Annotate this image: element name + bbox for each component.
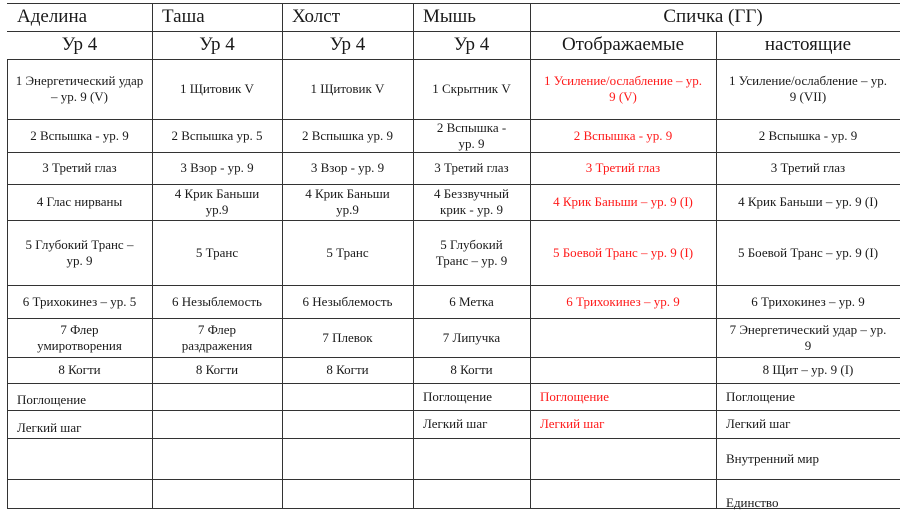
passive-cell-shown — [530, 479, 716, 508]
skill-cell: 5 Транс — [326, 244, 369, 260]
skill-cell: 8 Когти — [58, 362, 101, 377]
skill-cell-shown: 5 Боевой Транс – ур. 9 (I) — [552, 244, 694, 260]
skill-cell: 6 Незыблемость — [172, 293, 262, 309]
skill-cell-real: 7 Энергетический удар – ур. 9 — [729, 321, 887, 353]
skill-cell: 4 Крик Баньши ур.9 — [174, 186, 260, 217]
passive-cell — [7, 438, 152, 479]
passive-cell-shown — [530, 438, 716, 479]
header-spichka: Спичка (ГГ) — [663, 6, 763, 27]
skill-cell: 6 Метка — [449, 293, 494, 309]
skill-cell-real: 1 Усиление/ослабление – ур. 9 (VII) — [728, 73, 887, 104]
skill-cell: 5 Глубокий Транс – ур. 9 — [435, 236, 508, 268]
skill-cell-real: 4 Крик Баньши – ур. 9 (I) — [738, 194, 878, 209]
skill-cell: 5 Транс — [195, 244, 239, 260]
skill-cell: 4 Глас нирваны — [36, 194, 123, 209]
skill-cell: 5 Глубокий Транс – ур. 9 — [25, 236, 134, 268]
skill-cell-real: 6 Трихокинез – ур. 9 — [751, 293, 865, 309]
skill-cell-shown: 2 Вспышка - ур. 9 — [573, 127, 673, 143]
passive-cell — [7, 479, 152, 508]
level-adelina: Ур 4 — [61, 34, 98, 55]
skill-cell: 3 Третий глаз — [434, 160, 509, 175]
passive-cell: Поглощение — [423, 388, 493, 404]
header-tasha: Таша — [162, 6, 205, 27]
passive-cell: Легкий шаг — [17, 420, 82, 435]
skill-cell: 6 Незыблемость — [302, 293, 393, 309]
passive-cell — [282, 383, 413, 410]
passive-cell — [282, 410, 413, 438]
level-mysh: Ур 4 — [453, 34, 490, 55]
header-spichka-shown: Отображаемые — [561, 34, 685, 55]
skill-cell: 1 Щитовик V — [310, 81, 385, 96]
passive-cell — [282, 479, 413, 508]
passive-cell — [152, 383, 282, 410]
skill-cell: 3 Взор - ур. 9 — [180, 160, 254, 175]
level-kholst: Ур 4 — [329, 34, 366, 55]
skill-cell: 2 Вспышка - ур. 9 — [30, 127, 129, 143]
passive-cell-real: Легкий шаг — [726, 416, 791, 431]
passive-cell — [413, 438, 530, 479]
skill-cell-real: 3 Третий глаз — [770, 160, 846, 175]
skill-cell-shown: 1 Усиление/ослабление – ур. 9 (V) — [543, 73, 702, 104]
skill-cell: 2 Вспышка ур. 9 — [301, 127, 394, 143]
passive-cell — [152, 438, 282, 479]
skill-cell: 7 Плевок — [322, 329, 373, 345]
passive-cell: Поглощение — [17, 392, 87, 407]
skill-cell: 6 Трихокинез – ур. 5 — [22, 293, 137, 309]
passive-cell-shown: Поглощение — [540, 388, 610, 404]
skill-cell: 8 Когти — [326, 362, 369, 377]
skill-cell-shown: 6 Трихокинез – ур. 9 — [566, 293, 680, 309]
header-spichka-real: настоящие — [764, 34, 852, 55]
skill-cell-shown — [530, 318, 716, 357]
passive-cell-real: Поглощение — [726, 388, 796, 404]
skill-cell-real: 8 Щит – ур. 9 (I) — [762, 362, 854, 377]
passive-cell — [152, 410, 282, 438]
skill-cell-real: 2 Вспышка - ур. 9 — [758, 127, 858, 143]
header-adelina: Аделина — [17, 6, 88, 27]
passive-cell: Легкий шаг — [423, 416, 488, 431]
skill-cell: 7 Флер умиротворения — [37, 321, 122, 353]
passive-cell-shown: Легкий шаг — [540, 416, 605, 431]
skill-cell: 4 Крик Баньши ур.9 — [305, 186, 390, 217]
header-mysh: Мышь — [423, 6, 476, 27]
passive-cell-real: Внутренний мир — [726, 450, 819, 466]
skill-cell: 8 Когти — [450, 362, 493, 377]
skill-cell: 7 Флер раздражения — [181, 321, 253, 353]
level-tasha: Ур 4 — [199, 34, 235, 55]
skill-cell: 1 Скрытник V — [432, 81, 511, 96]
skill-cell: 3 Взор - ур. 9 — [310, 160, 385, 175]
skill-cell: 8 Когти — [195, 362, 239, 377]
passive-cell-real: Единство — [726, 495, 779, 510]
skill-cell: 3 Третий глаз — [42, 160, 117, 175]
skill-cell: 7 Липучка — [442, 329, 501, 345]
skill-cell-shown — [530, 357, 716, 383]
skill-cell: 1 Энергетический удар – ур. 9 (V) — [15, 73, 144, 104]
skill-cell-real: 5 Боевой Транс – ур. 9 (I) — [737, 244, 879, 260]
passive-cell — [413, 479, 530, 508]
skill-cell-shown: 3 Третий глаз — [585, 160, 661, 175]
passive-cell — [282, 438, 413, 479]
skill-cell: 1 Щитовик V — [180, 81, 254, 96]
skill-cell-shown: 4 Крик Баньши – ур. 9 (I) — [553, 194, 693, 209]
skill-cell: 4 Беззвучный крик - ур. 9 — [434, 186, 509, 217]
skill-cell: 2 Вспышка ур. 5 — [171, 127, 263, 143]
skill-cell: 2 Вспышка - ур. 9 — [436, 119, 507, 151]
passive-cell — [152, 479, 282, 508]
header-kholst: Холст — [292, 6, 340, 27]
